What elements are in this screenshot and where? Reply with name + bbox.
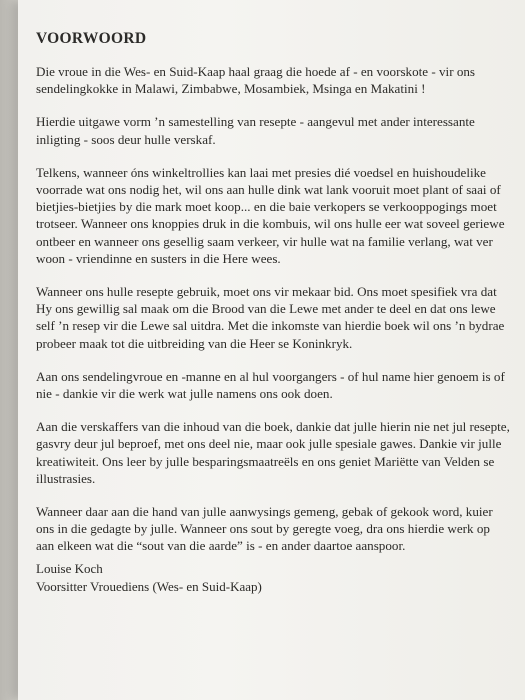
signature-name: Louise Koch [36, 561, 103, 576]
paragraph-7: Wanneer daar aan die hand van julle aanwysings gemeng, gebak of gekook word, kuier ons in die gedagte by julle. Wanneer ons sout by geregte voeg, dra ons hierdie werk op aan elkeen wat die “sout van die aarde” is - en ander daartoe aanspoor. [36, 504, 493, 554]
book-page [18, 0, 525, 700]
paragraph-3: Telkens, wanneer óns winkeltrollies kan laai met presies dié voedsel en huishoudelike voorrade wat ons nodig het, wil ons aan hulle dink wat lank vooruit moet plant of saai of bietjies-bietjies by die mark moet koop... en die baie verkopers se verkooppogings moet trotseer. Wanneer ons knoppies druk in die kombuis, wil ons hulle eer wat soveel geriewe ontbeer en wanneer ons gesellig saam verkeer, vir hulle wat na familie verlang, wat ver woon - vriendinne en susters in die Here wees. [36, 164, 505, 266]
book-spine-shadow [0, 0, 18, 700]
paragraph-5: Aan ons sendelingvroue en -manne en al hul voorgangers - of hul name hier genoem is of nie - dankie vir die werk wat julle namens ons ook doen. [36, 368, 505, 402]
paragraph-6: Aan die verskaffers van die inhoud van die boek, dankie dat julle hierin nie net jul resepte, gasvry deur jul beproef, met ons deel nie, maar ook julle spesiale gawes. Dankie vir julle kreatiwiteit. Ons leer by julle besparingsmaatreëls en ons geniet Mariëtte van Velden se illustrasies. [36, 419, 510, 486]
signature-block [36, 560, 262, 595]
foreword-body [36, 63, 510, 571]
paragraph-1: Die vroue in die Wes- en Suid-Kaap haal graag die hoede af - en voorskote - vir ons sendelingkokke in Malawi, Zimbabwe, Mosambiek, Msinga en Makatini ! [36, 64, 476, 97]
paragraph-2: Hierdie uitgawe vorm ’n samestelling van resepte - aangevul met ander interessante inligting - soos deur hulle verskaf. [36, 114, 475, 147]
signature-title: Voorsitter Vrouediens (Wes- en Suid-Kaap) [36, 578, 262, 594]
paragraph-4: Wanneer ons hulle resepte gebruik, moet ons vir mekaar bid. Ons moet spesifiek vra dat Hy ons gewillig sal maak om die Brood van die Lewe met ander te deel en dat ons lewe self ’n resep vir die Lewe sal uitdra. Met die inkomste van hierdie boek wil ons ’n bydrae probeer maak tot die uitbreiding van die Heer se Koninkryk. [36, 284, 505, 351]
page-heading: VOORWOORD [36, 30, 147, 47]
